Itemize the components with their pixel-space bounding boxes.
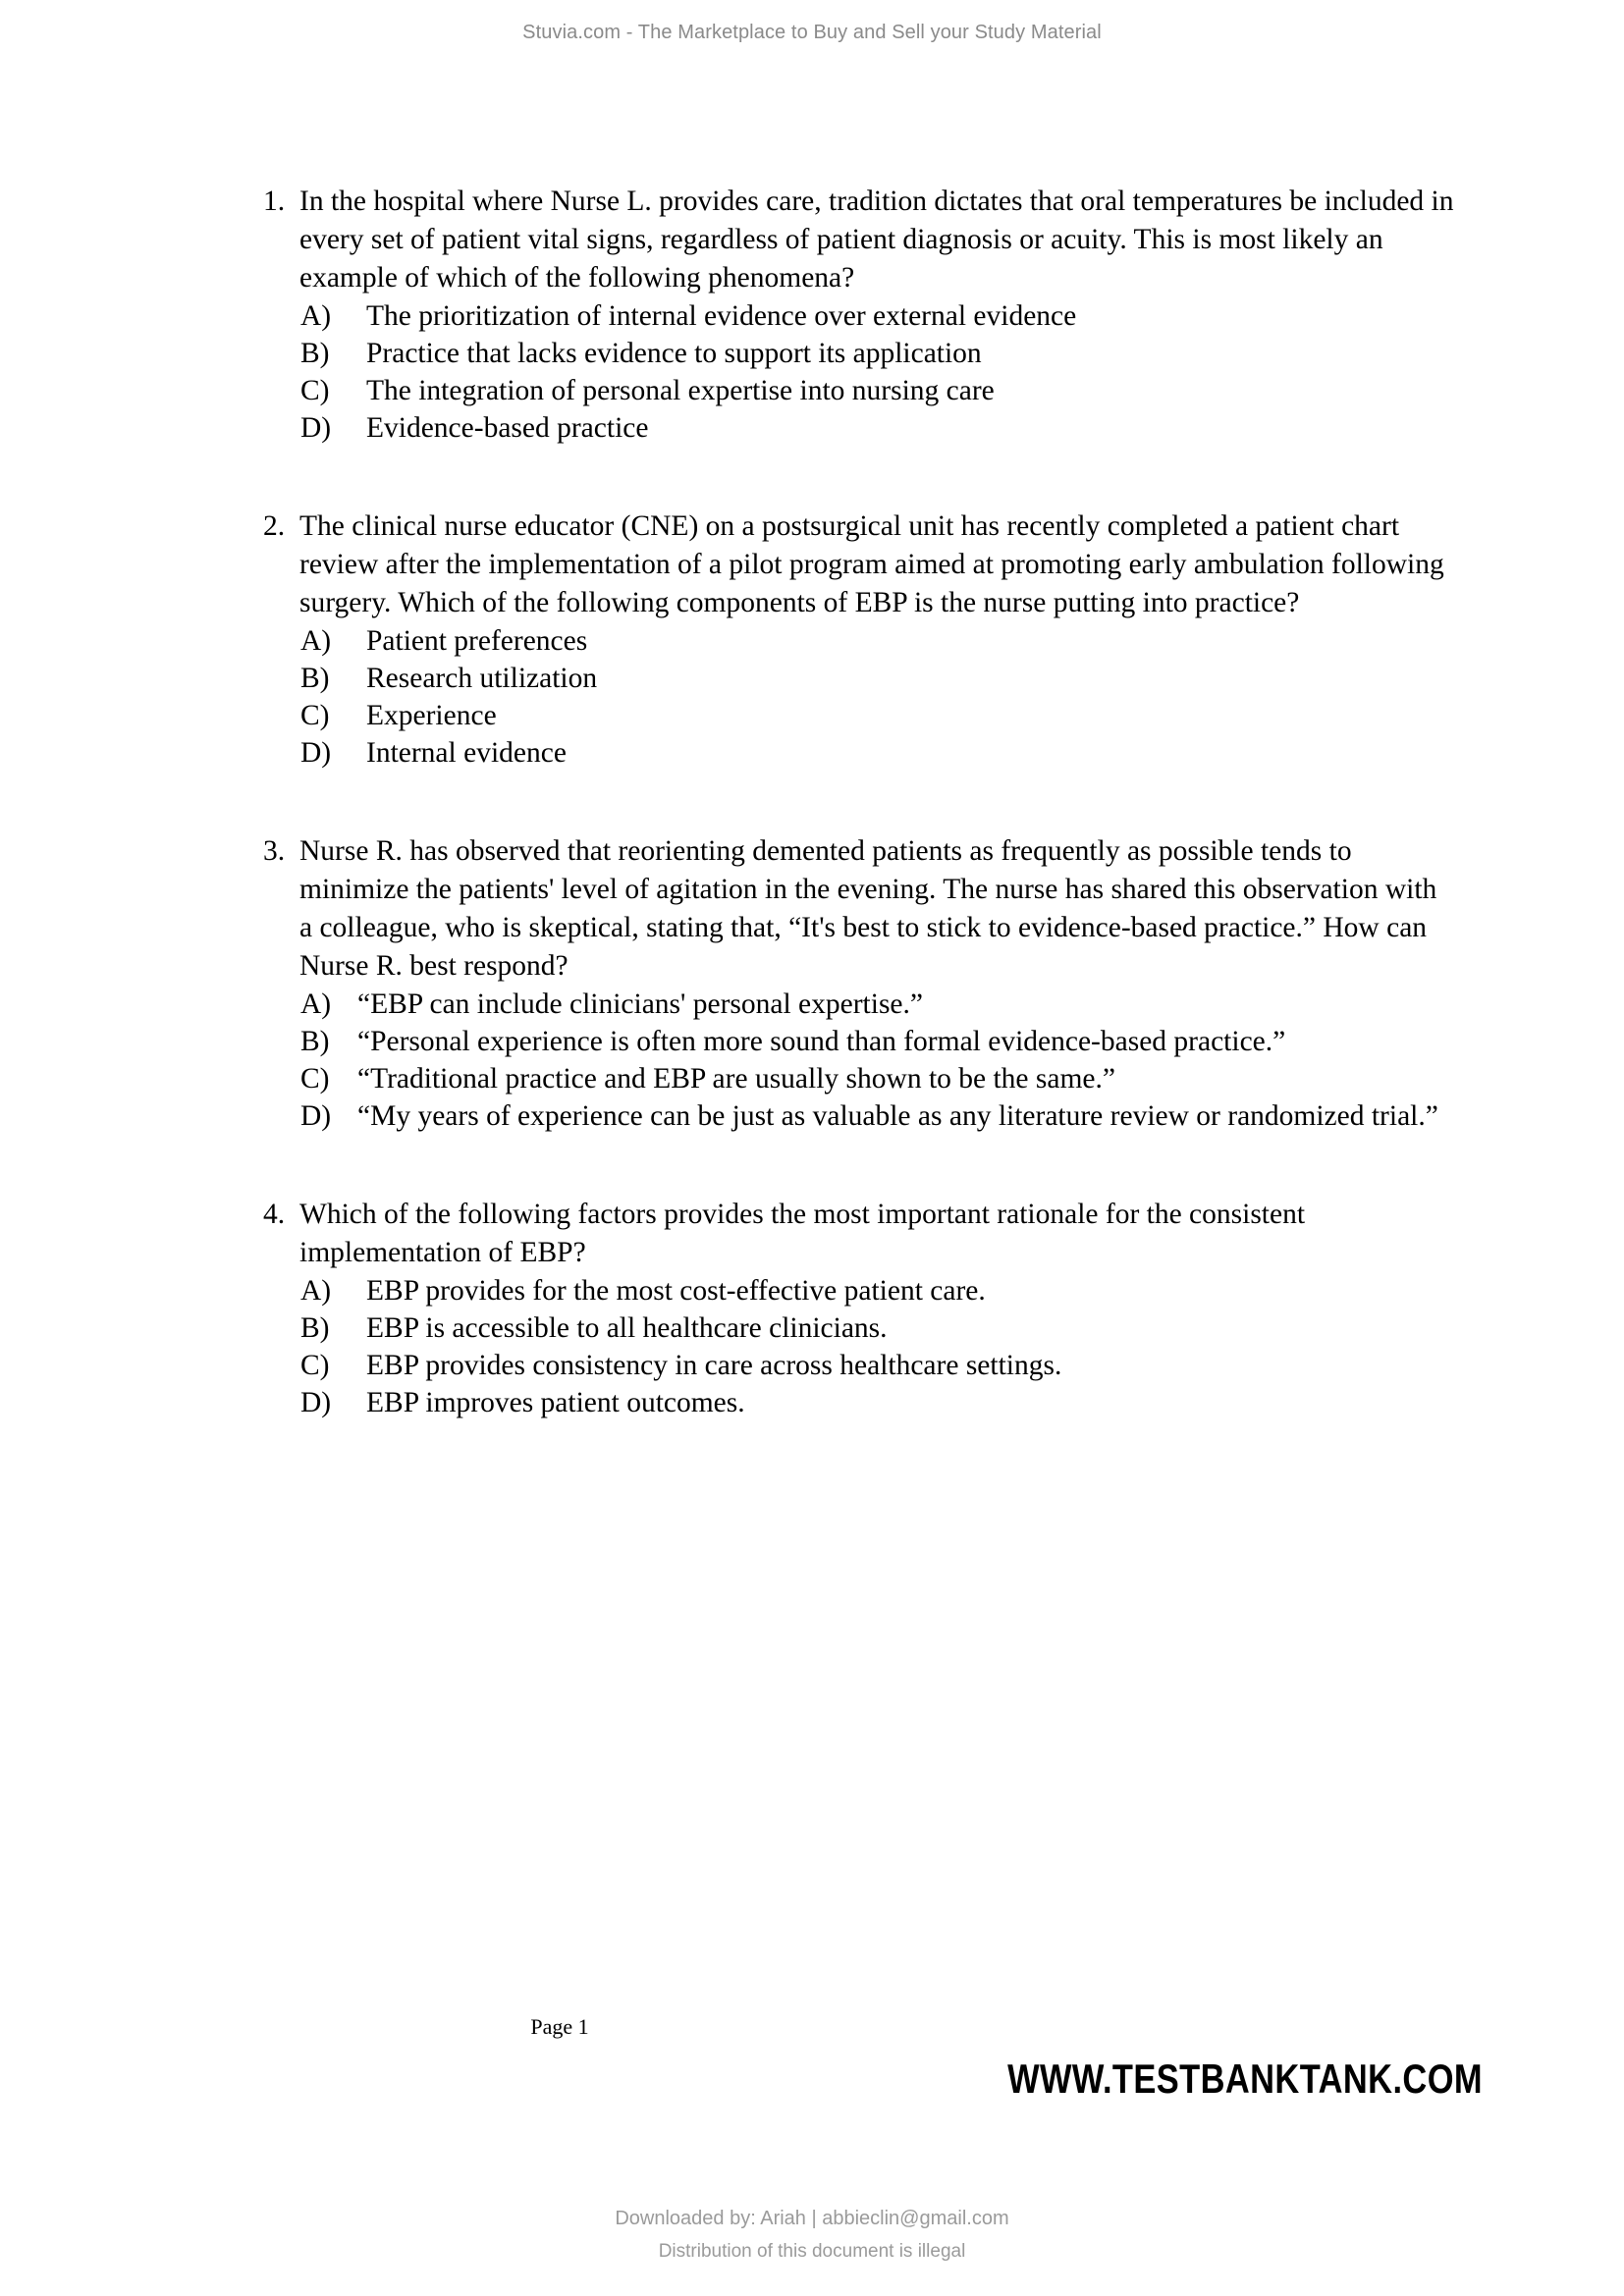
- distribution-notice: Distribution of this document is illegal: [658, 2241, 966, 2262]
- question-text: Nurse R. has observed that reorienting demented patients as frequently as possible tends to minimize the patients' level of agitation in the evening. The nurse has shared this observation with a colleague, who is skeptical, stating that, “It's best to stick to evidence-based practice.” How can Nurse R. best respond?: [299, 835, 1437, 982]
- option-letter: C): [300, 1063, 330, 1095]
- downloaded-by-text: Downloaded by: Ariah | abbieclin@gmail.com: [615, 2208, 1009, 2229]
- question-number: 2.: [263, 510, 286, 542]
- option-letter: A): [300, 1275, 332, 1307]
- option-text: “My years of experience can be just as valuable as any literature review or randomized trial.”: [357, 1100, 1438, 1132]
- option-letter: A): [300, 300, 332, 332]
- option-letter: D): [300, 737, 332, 769]
- option-letter: A): [300, 625, 332, 657]
- answer-option[interactable]: [300, 335, 1456, 372]
- question-list: [263, 183, 1456, 1421]
- answer-option[interactable]: [300, 734, 1456, 772]
- answer-option[interactable]: [300, 1023, 1456, 1060]
- answer-options: [263, 1272, 1456, 1421]
- option-letter: D): [300, 1387, 332, 1418]
- answer-options: [263, 622, 1456, 772]
- option-text: Experience: [366, 700, 497, 731]
- option-text: “Personal experience is often more sound than formal evidence-based practice.”: [357, 1026, 1286, 1057]
- option-text: “EBP can include clinicians' personal expertise.”: [357, 988, 923, 1020]
- question-number: 1.: [263, 186, 286, 217]
- option-letter: B): [300, 1312, 330, 1344]
- option-text: EBP improves patient outcomes.: [366, 1387, 745, 1418]
- option-text: EBP is accessible to all healthcare clinicians.: [366, 1312, 888, 1344]
- page-number: Page 1: [530, 2014, 589, 2039]
- answer-options: [263, 986, 1456, 1135]
- stuvia-marketplace-header: Stuvia.com - The Marketplace to Buy and Sell your Study Material: [522, 22, 1102, 43]
- answer-option[interactable]: [300, 1384, 1456, 1421]
- option-letter: C): [300, 1350, 330, 1381]
- question-stem: [263, 1196, 1456, 1272]
- question-number: 4.: [263, 1199, 286, 1230]
- question-text: The clinical nurse educator (CNE) on a postsurgical unit has recently completed a patient chart review after the implementation of a pilot program aimed at promoting early ambulation following surgery. Which of the following components of EBP is the nurse putting into practice?: [299, 510, 1444, 618]
- answer-option[interactable]: [300, 986, 1456, 1023]
- option-text: “Traditional practice and EBP are usually shown to be the same.”: [357, 1063, 1115, 1095]
- answer-option[interactable]: [300, 622, 1456, 660]
- question-stem: [263, 183, 1456, 297]
- answer-option[interactable]: [300, 1272, 1456, 1309]
- option-letter: A): [300, 988, 332, 1020]
- option-letter: C): [300, 375, 330, 406]
- option-text: Evidence-based practice: [366, 412, 649, 444]
- option-text: Practice that lacks evidence to support its application: [366, 338, 982, 369]
- option-letter: D): [300, 412, 332, 444]
- answer-option[interactable]: [300, 1347, 1456, 1384]
- question-text: Which of the following factors provides the most important rationale for the consistent implementation of EBP?: [299, 1199, 1306, 1268]
- answer-option[interactable]: [300, 1060, 1456, 1097]
- option-letter: D): [300, 1100, 332, 1132]
- answer-option[interactable]: [300, 409, 1456, 447]
- question-stem: [263, 507, 1456, 622]
- option-letter: B): [300, 1026, 330, 1057]
- option-text: The prioritization of internal evidence over external evidence: [366, 300, 1077, 332]
- answer-option[interactable]: [300, 372, 1456, 409]
- question-block: [263, 183, 1456, 447]
- download-footer: [0, 2202, 1624, 2269]
- question-text: In the hospital where Nurse L. provides care, tradition dictates that oral temperatures be included in every set of patient vital signs, regardless of patient diagnosis or acuity. This is most likely an example of which of the following phenomena?: [299, 186, 1454, 294]
- question-block: [263, 1196, 1456, 1421]
- question-block: [263, 832, 1456, 1135]
- option-letter: B): [300, 663, 330, 694]
- answer-option[interactable]: [300, 1097, 1456, 1135]
- option-text: EBP provides for the most cost-effective patient care.: [366, 1275, 986, 1307]
- answer-option[interactable]: [300, 297, 1456, 335]
- option-text: Internal evidence: [366, 737, 567, 769]
- option-letter: C): [300, 700, 330, 731]
- question-number: 3.: [263, 835, 286, 867]
- option-text: Research utilization: [366, 663, 598, 694]
- option-text: EBP provides consistency in care across healthcare settings.: [366, 1350, 1062, 1381]
- question-block: [263, 507, 1456, 772]
- question-stem: [263, 832, 1456, 986]
- answer-option[interactable]: [300, 1309, 1456, 1347]
- answer-option[interactable]: [300, 697, 1456, 734]
- answer-options: [263, 297, 1456, 447]
- option-letter: B): [300, 338, 330, 369]
- option-text: The integration of personal expertise into nursing care: [366, 375, 995, 406]
- testbanktank-watermark: WWW.TESTBANKTANK.COM: [1007, 2056, 1483, 2102]
- option-text: Patient preferences: [366, 625, 588, 657]
- answer-option[interactable]: [300, 660, 1456, 697]
